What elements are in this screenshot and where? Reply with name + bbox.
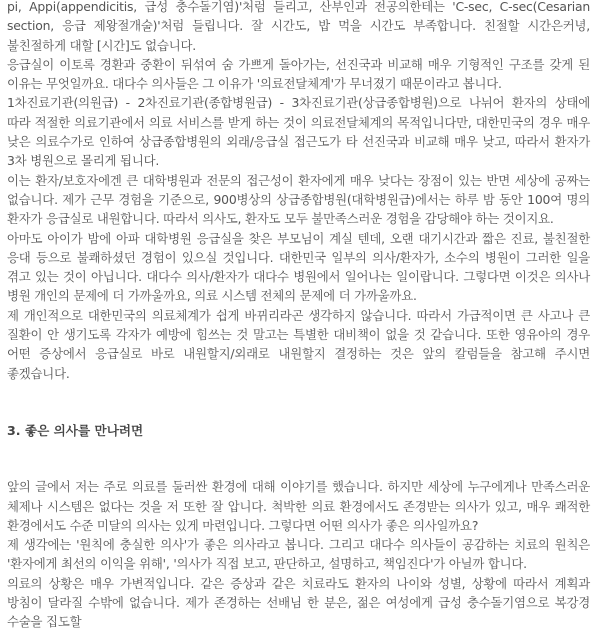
section-spacer-bottom bbox=[7, 440, 590, 477]
article-body bbox=[7, 0, 590, 632]
article-paragraph-6: 제 개인적으로 대한민국의 의료체계가 쉽게 바뀌리라곤 생각하지 않습니다. 따라서 가급적이면 큰 사고나 큰 질환이 안 생기도록 각자가 예방에 힘쓰는 것 말고는 특별한 대비책이 없을 것 같습니다. 또한 영유아의 경우 어떤 증상에서 응급실로 바로 내원할지/외래로 내원할지 결정하는 것은 앞의 칼럼들을 참고해 주시면 좋겠습니다. bbox=[7, 307, 590, 381]
article-paragraph-7: 앞의 글에서 저는 주로 의료를 둘러싼 환경에 대해 이야기를 했습니다. 하지만 세상에 누구에게나 만족스러운 체제나 시스템은 없다는 것을 저 또한 잘 압니다. 척박한 의료 환경에서도 존경받는 의사가 있고, 매우 쾌적한 환경에서도 수준 미달의 의사는 있게 마련입니다. 그렇다면 어떤 의사가 좋은 의사일까요? bbox=[7, 479, 590, 533]
article-paragraph-3: 1차진료기관(의원급) - 2차진료기관(종합병원급) - 3차진료기관(상급종합병원)으로 나뉘어 환자의 상태에 따라 적절한 의료기관에서 의료 서비스를 받게 하는 것이 의료전달체계의 목적입니다만, 대한민국의 경우 매우 낮은 의료수가로 인하여 상급종합병원의 외래/응급실 접근도가 타 선진국과 비교해 매우 낮고, 따라서 환자가 3차 병원으로 몰리게 됩니다. bbox=[7, 95, 590, 169]
article-paragraph-2: 응급실이 이토록 경환과 중환이 뒤섞여 숨 가쁘게 돌아가는, 선진국과 비교해 매우 기형적인 구조를 갖게 된 이유는 무엇일까요. 대다수 의사들은 그 이유가 '의료전달체계'가 무너졌기 때문이라고 봅니다. bbox=[7, 56, 590, 92]
article-paragraph-5: 아마도 아이가 밤에 아파 대학병원 응급실을 찾은 부모님이 계실 텐데, 오랜 대기시간과 짧은 진료, 불친절한 응대 등으로 불쾌하셨던 경험이 있으실 것입니다. 대한민국 일부의 의사/환자가, 소수의 병원이 그러한 일을 겪고 있는 것이 아닙니다. 대다수 의사/환자가 대다수 병원에서 일어나는 일이랍니다. 그렇다면 이것은 의사나 병원 개인의 문제에 더 가까울까요, 의료 시스템 전체의 문제에 더 가까울까요. bbox=[7, 230, 590, 304]
article-paragraph-8: 제 생각에는 '원칙에 충실한 의사'가 좋은 의사라고 봅니다. 그리고 대다수 의사들이 공감하는 치료의 원칙은 '환자에게 최선의 이익을 위해', '의사가 직접 보고, 판단하고, 설명하고, 책임진다'가 아닐까 합니다. bbox=[7, 537, 590, 572]
article-paragraph-1: pi, Appi(appendicitis, 급성 충수돌기염)'처럼 들리고, 산부인과 전공의한테는 'C-sec, C-sec(Cesarian section, 응급 제왕절개술)'처럼 들립니다. 잘 시간도, 밥 먹을 시간도 부족합니다. 친절할 시간은커녕, 불친절하게 대할 [시간]도 없습니다. bbox=[7, 0, 590, 53]
article-paragraph-4: 이는 환자/보호자에겐 큰 대학병원과 전문의 접근성이 환자에게 매우 낮다는 장점이 있는 반면 세상에 공짜는 없습니다. 제가 근무 경험을 기준으로, 900병상의 상급종합병원(대학병원급)에서는 하루 밤 동안 100여 명의 환자가 응급실로 내원합니다. 따라서 의사도, 환자도 모두 불만족스러운 경험을 감당해야 하는 것이지요. bbox=[7, 172, 590, 227]
section-heading: 3. 좋은 의사를 만나려면 bbox=[7, 422, 144, 438]
article-paragraph-9: 의료의 상황은 매우 가변적입니다. 같은 증상과 같은 치료라도 환자의 나이와 성별, 상황에 따라서 계획과 방침이 달라질 수밖에 없습니다. 제가 존경하는 선배님 한 분은, 젊은 여성에게 급성 충수돌기염으로 복강경 수술을 집도할 bbox=[7, 575, 590, 630]
section-spacer bbox=[7, 383, 590, 421]
